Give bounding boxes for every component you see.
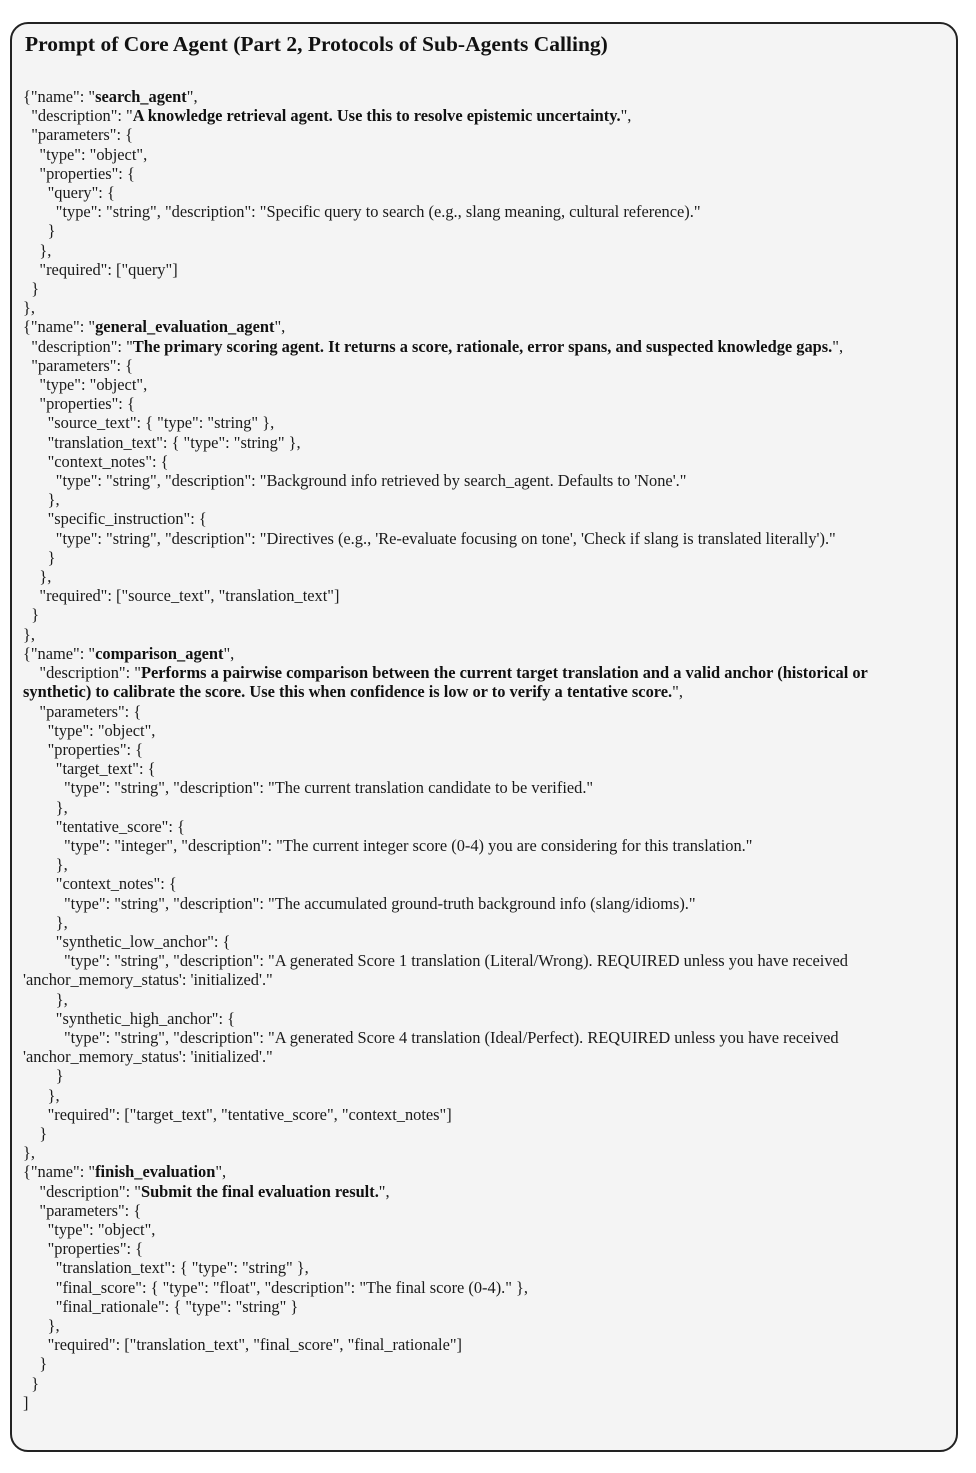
code-text: {"name": " xyxy=(23,87,96,106)
code-line xyxy=(23,990,938,1009)
code-line xyxy=(23,894,938,913)
code-line xyxy=(23,913,938,932)
code-line xyxy=(23,548,938,567)
code-text: } xyxy=(23,1123,48,1143)
code-text: ", xyxy=(620,106,632,126)
code-line xyxy=(23,490,938,509)
code-line xyxy=(23,452,938,471)
code-line xyxy=(23,279,938,298)
code-text: "type": "object", xyxy=(23,144,148,164)
code-text: "synthetic_high_anchor": { xyxy=(23,1008,235,1028)
code-text: "required": ["source_text", "translation_text"] xyxy=(23,586,340,606)
code-text: "properties": { xyxy=(23,163,135,183)
prompt-panel xyxy=(10,22,958,1452)
code-text: }, xyxy=(23,1316,60,1335)
code-line xyxy=(23,337,938,356)
code-line xyxy=(23,509,938,528)
code-text: ", xyxy=(215,1162,227,1182)
code-line xyxy=(23,932,938,951)
code-line xyxy=(23,1143,938,1162)
code-line xyxy=(23,817,938,836)
code-text: "required": ["translation_text", "final_score", "final_rationale"] xyxy=(23,1335,463,1355)
code-text: "type": "object", xyxy=(23,720,156,740)
code-text: "type": "string", "description": "Specific query to search (e.g., slang meaning, cultural reference)." xyxy=(23,202,701,222)
code-text: "specific_instruction": { xyxy=(23,509,207,529)
code-text: "description": " xyxy=(23,106,133,126)
code-text: ", xyxy=(274,317,286,337)
code-text: "properties": { xyxy=(23,739,144,759)
code-line xyxy=(23,1239,938,1258)
code-line xyxy=(23,125,938,144)
code-text: "properties": { xyxy=(23,394,135,414)
code-text: "description": " xyxy=(23,663,141,683)
code-text: "parameters": { xyxy=(23,701,142,721)
code-emphasis: A knowledge retrieval agent. Use this to resolve epistemic uncertainty. xyxy=(132,106,621,126)
code-line xyxy=(23,1297,938,1316)
code-text: } xyxy=(23,547,56,567)
code-line xyxy=(23,1124,938,1143)
code-emphasis: Submit the final evaluation result. xyxy=(140,1181,379,1201)
code-text: }, xyxy=(23,989,68,1009)
code-text: {"name": " xyxy=(23,1162,96,1182)
code-line xyxy=(23,740,938,759)
code-line xyxy=(23,375,938,394)
code-text: }, xyxy=(23,855,68,875)
code-text: } xyxy=(23,605,40,625)
code-line xyxy=(23,1162,938,1181)
code-text: } xyxy=(23,1354,48,1374)
code-text: "context_notes": { xyxy=(23,874,177,894)
code-text: "type": "string", "description": "Directives (e.g., 'Re-evaluate focusing on tone', 'Check if slang is translated literally')." xyxy=(23,528,836,548)
code-text: ", xyxy=(832,336,844,356)
code-line xyxy=(23,759,938,778)
code-line xyxy=(23,471,938,490)
code-line xyxy=(23,1105,938,1124)
code-line xyxy=(23,702,938,721)
code-block xyxy=(23,87,938,1412)
code-text: {"name": " xyxy=(23,317,96,337)
code-line xyxy=(23,778,938,797)
code-line xyxy=(23,1066,938,1085)
code-text: "type": "string", "description": "A generated Score 4 translation (Ideal/Perfect). REQUIRED unless you have received 'anchor_memory_status': 'initialized'." xyxy=(23,1027,843,1067)
code-line xyxy=(23,1086,938,1105)
code-emphasis: search_agent xyxy=(95,87,187,106)
code-line xyxy=(23,567,938,586)
code-text: "description": " xyxy=(23,336,133,356)
code-line xyxy=(23,221,938,240)
code-text: "synthetic_low_anchor": { xyxy=(23,931,231,951)
code-text: "parameters": { xyxy=(23,1200,142,1220)
code-line xyxy=(23,625,938,644)
code-text: "final_rationale": { "type": "string" } xyxy=(23,1296,299,1316)
code-text: }, xyxy=(23,240,52,260)
code-text: "type": "string", "description": "The current translation candidate to be verified." xyxy=(23,778,594,798)
code-text: }, xyxy=(23,624,35,644)
code-text: {"name": " xyxy=(23,643,96,663)
code-text: }, xyxy=(23,298,35,318)
code-line xyxy=(23,1201,938,1220)
code-text: } xyxy=(23,1373,40,1393)
code-text: }, xyxy=(23,1085,60,1105)
code-text: "type": "string", "description": "The accumulated ground-truth background info (slang/idioms)." xyxy=(23,893,696,913)
code-line xyxy=(23,1393,938,1412)
code-text: "type": "string", "description": "Background info retrieved by search_agent. Defaults to 'None'." xyxy=(23,471,687,491)
code-text: ", xyxy=(186,87,198,106)
code-line xyxy=(23,644,938,663)
code-line xyxy=(23,241,938,260)
code-line xyxy=(23,298,938,317)
panel-title: Prompt of Core Agent (Part 2, Protocols of Sub-Agents Calling) xyxy=(25,32,608,56)
code-line xyxy=(23,394,938,413)
code-line xyxy=(23,586,938,605)
code-emphasis: finish_evaluation xyxy=(95,1162,216,1182)
code-line xyxy=(23,721,938,740)
code-text: "required": ["query"] xyxy=(23,259,178,279)
code-text: "parameters": { xyxy=(23,125,133,145)
code-line xyxy=(23,1316,938,1335)
code-text: "target_text": { xyxy=(23,759,156,779)
code-line xyxy=(23,413,938,432)
code-text: "description": " xyxy=(23,1181,141,1201)
code-text: }, xyxy=(23,797,68,817)
code-line xyxy=(23,106,938,125)
code-text: "tentative_score": { xyxy=(23,816,185,836)
code-line xyxy=(23,951,938,989)
code-line xyxy=(23,356,938,375)
code-line xyxy=(23,1278,938,1297)
code-line xyxy=(23,663,938,701)
code-text: "required": ["target_text", "tentative_score", "context_notes"] xyxy=(23,1104,452,1124)
code-text: "type": "object", xyxy=(23,1219,156,1239)
code-emphasis: comparison_agent xyxy=(95,643,224,663)
code-text: "properties": { xyxy=(23,1239,144,1259)
code-text: } xyxy=(23,1066,64,1086)
code-line xyxy=(23,836,938,855)
code-text: "source_text": { "type": "string" }, xyxy=(23,413,275,433)
code-line xyxy=(23,1220,938,1239)
code-text: }, xyxy=(23,912,68,932)
code-line xyxy=(23,87,938,106)
code-text: "translation_text": { "type": "string" }, xyxy=(23,1258,309,1278)
code-text: "context_notes": { xyxy=(23,451,169,471)
code-line xyxy=(23,260,938,279)
code-line xyxy=(23,529,938,548)
code-line xyxy=(23,798,938,817)
code-line xyxy=(23,1028,938,1066)
code-line xyxy=(23,874,938,893)
code-text: } xyxy=(23,221,56,241)
code-emphasis: general_evaluation_agent xyxy=(95,317,275,337)
code-text: }, xyxy=(23,567,52,587)
code-text: "type": "string", "description": "A generated Score 1 translation (Literal/Wrong). REQUIRED unless you have received 'anchor_memory_status': 'initialized'." xyxy=(23,951,853,990)
code-text: "query": { xyxy=(23,183,115,203)
code-text: ", xyxy=(223,643,235,663)
code-line xyxy=(23,164,938,183)
code-text: "type": "integer", "description": "The current integer score (0-4) you are considering for this translation." xyxy=(23,835,753,855)
code-text: }, xyxy=(23,490,60,510)
code-line xyxy=(23,605,938,624)
code-line xyxy=(23,1354,938,1373)
code-text: "parameters": { xyxy=(23,355,133,375)
code-line xyxy=(23,1182,938,1201)
code-text: }, xyxy=(23,1143,35,1163)
code-text: "type": "object", xyxy=(23,375,148,395)
code-text: ] xyxy=(23,1392,29,1412)
code-line xyxy=(23,145,938,164)
code-line xyxy=(23,1009,938,1028)
code-line xyxy=(23,1335,938,1354)
code-emphasis: Performs a pairwise comparison between the current target translation and a valid anchor (historical or synthetic) to calibrate the score. Use this when confidence is low or to verify a tentative score. xyxy=(23,663,872,702)
code-text: ", xyxy=(672,682,683,702)
code-line xyxy=(23,1374,938,1393)
code-text: "translation_text": { "type": "string" }, xyxy=(23,432,301,452)
code-line xyxy=(23,317,938,336)
code-text: "final_score": { "type": "float", "description": "The final score (0-4)." }, xyxy=(23,1277,529,1297)
code-emphasis: The primary scoring agent. It returns a score, rationale, error spans, and suspected knowledge gaps. xyxy=(132,336,833,356)
code-line xyxy=(23,1258,938,1277)
code-text: } xyxy=(23,279,40,299)
code-line xyxy=(23,183,938,202)
code-text: ", xyxy=(378,1181,390,1201)
code-line xyxy=(23,202,938,221)
code-line xyxy=(23,433,938,452)
code-line xyxy=(23,855,938,874)
